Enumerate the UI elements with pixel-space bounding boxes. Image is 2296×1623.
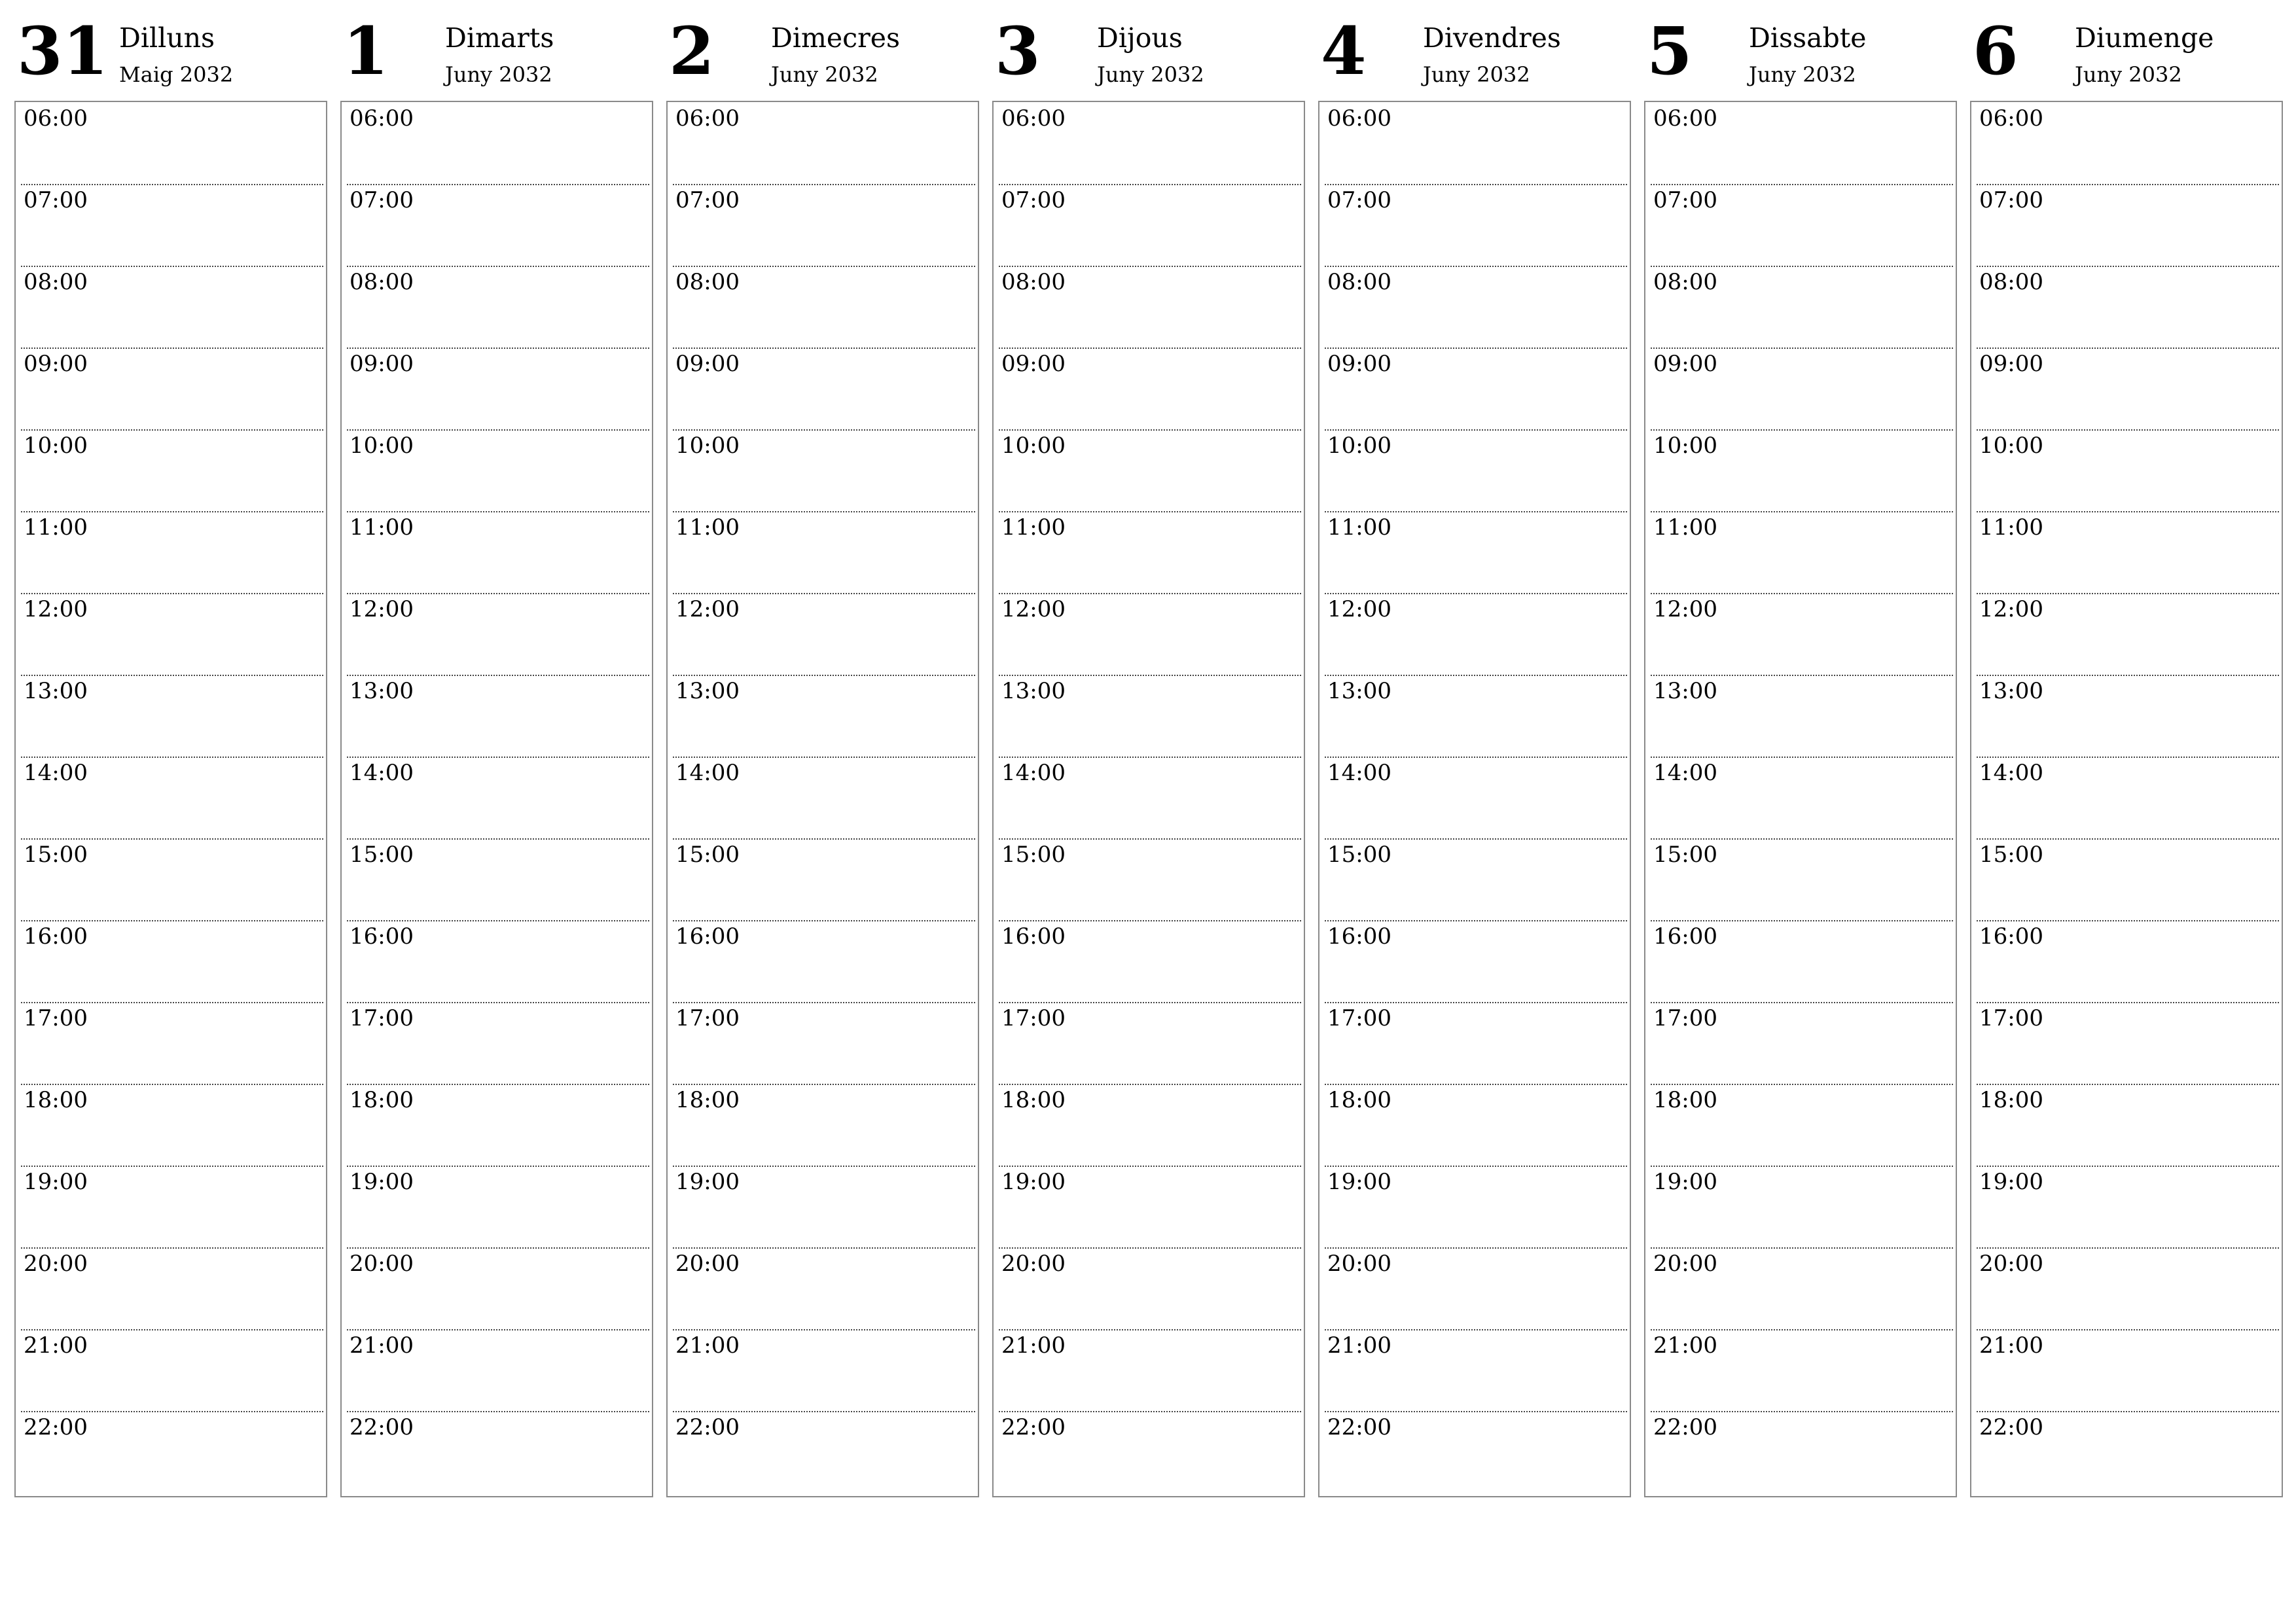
hour-slot — [999, 921, 1301, 1003]
hour-slot — [1325, 840, 1627, 921]
hour-label: 19:00 — [24, 1169, 88, 1195]
hour-slot — [1325, 267, 1627, 349]
hour-label: 15:00 — [350, 842, 414, 868]
hour-label: 19:00 — [350, 1169, 414, 1195]
hour-label: 17:00 — [675, 1005, 740, 1031]
hour-slot — [21, 1330, 323, 1412]
hour-label: 15:00 — [1001, 842, 1066, 868]
hour-label: 19:00 — [1979, 1169, 2043, 1195]
hour-label: 06:00 — [1001, 105, 1066, 132]
hour-slot — [1651, 921, 1953, 1003]
hour-slot — [999, 1167, 1301, 1249]
hour-label: 11:00 — [350, 514, 414, 541]
day-schedule-box — [1318, 101, 1631, 1497]
hour-label: 18:00 — [1001, 1087, 1066, 1113]
hour-label: 06:00 — [1327, 105, 1391, 132]
hour-slot — [1651, 840, 1953, 921]
hour-slot — [347, 1412, 649, 1494]
hour-label: 06:00 — [24, 105, 88, 132]
hour-label: 06:00 — [350, 105, 414, 132]
hour-label: 09:00 — [1001, 351, 1066, 377]
hour-label: 07:00 — [1979, 187, 2043, 213]
day-schedule-box — [14, 101, 327, 1497]
hour-slot — [673, 1085, 975, 1167]
hour-slot — [21, 1412, 323, 1494]
hour-slot — [1651, 185, 1953, 267]
hour-slot — [1325, 103, 1627, 185]
hour-label: 17:00 — [24, 1005, 88, 1031]
hour-label: 14:00 — [1653, 760, 1717, 786]
hour-slot — [1977, 1085, 2279, 1167]
day-column — [992, 0, 1305, 1499]
hour-slot — [673, 512, 975, 594]
hour-slot — [347, 1167, 649, 1249]
day-month: Maig 2032 — [119, 62, 234, 87]
hour-slot — [1977, 758, 2279, 840]
hour-slot — [1977, 431, 2279, 512]
hour-label: 11:00 — [1979, 514, 2043, 541]
hour-label: 13:00 — [1653, 678, 1717, 704]
hour-slot — [1977, 267, 2279, 349]
day-column — [340, 0, 653, 1499]
hour-label: 21:00 — [1327, 1332, 1391, 1359]
day-month: Juny 2032 — [1423, 62, 1530, 87]
hour-slot — [999, 676, 1301, 758]
hour-slot — [1651, 758, 1953, 840]
hour-slot — [673, 676, 975, 758]
hour-slot — [1325, 1249, 1627, 1330]
hour-slot — [1325, 676, 1627, 758]
hour-slot — [1325, 921, 1627, 1003]
hour-label: 15:00 — [1653, 842, 1717, 868]
hour-label: 08:00 — [675, 269, 740, 295]
hour-label: 12:00 — [1979, 596, 2043, 622]
hour-label: 09:00 — [1327, 351, 1391, 377]
day-name: Dilluns — [119, 22, 215, 54]
hour-slot — [1977, 840, 2279, 921]
hour-slot — [21, 1249, 323, 1330]
hour-slot — [347, 594, 649, 676]
hour-label: 21:00 — [1001, 1332, 1066, 1359]
day-schedule-box — [1970, 101, 2283, 1497]
day-column — [1644, 0, 1957, 1499]
hour-label: 12:00 — [24, 596, 88, 622]
hour-label: 19:00 — [1653, 1169, 1717, 1195]
hour-slot — [1325, 1412, 1627, 1494]
day-schedule-box — [992, 101, 1305, 1497]
hour-slot — [1325, 1330, 1627, 1412]
hour-slot — [1325, 1085, 1627, 1167]
hour-slot — [999, 758, 1301, 840]
hour-slot — [999, 840, 1301, 921]
hour-label: 22:00 — [675, 1414, 740, 1440]
hour-label: 17:00 — [1979, 1005, 2043, 1031]
hour-label: 18:00 — [675, 1087, 740, 1113]
hour-slot — [21, 267, 323, 349]
day-month: Juny 2032 — [2075, 62, 2182, 87]
hour-slot — [1325, 349, 1627, 431]
hour-slot — [1651, 1167, 1953, 1249]
hour-label: 18:00 — [350, 1087, 414, 1113]
day-header — [1318, 0, 1631, 99]
hour-slot — [347, 1249, 649, 1330]
hour-slot — [999, 512, 1301, 594]
hour-slot — [1977, 1003, 2279, 1085]
hour-slot — [999, 1330, 1301, 1412]
hour-label: 18:00 — [1327, 1087, 1391, 1113]
hour-slot — [21, 349, 323, 431]
hour-slot — [347, 758, 649, 840]
day-number: 31 — [17, 12, 109, 90]
hour-label: 14:00 — [1979, 760, 2043, 786]
day-month: Juny 2032 — [771, 62, 878, 87]
hour-slot — [1651, 1330, 1953, 1412]
hour-label: 14:00 — [675, 760, 740, 786]
hour-slot — [1651, 1412, 1953, 1494]
hour-slot — [999, 1412, 1301, 1494]
hour-label: 20:00 — [675, 1251, 740, 1277]
hour-slot — [1977, 1167, 2279, 1249]
hour-slot — [999, 1249, 1301, 1330]
hour-slot — [21, 103, 323, 185]
hour-slot — [347, 1003, 649, 1085]
hour-slot — [1651, 676, 1953, 758]
hour-label: 07:00 — [675, 187, 740, 213]
day-column — [1318, 0, 1631, 1499]
hour-label: 21:00 — [24, 1332, 88, 1359]
hour-label: 20:00 — [1653, 1251, 1717, 1277]
hour-label: 09:00 — [24, 351, 88, 377]
hour-slot — [673, 1249, 975, 1330]
hour-label: 07:00 — [1653, 187, 1717, 213]
hour-label: 16:00 — [1001, 923, 1066, 950]
hour-label: 18:00 — [1979, 1087, 2043, 1113]
hour-label: 20:00 — [1001, 1251, 1066, 1277]
hour-label: 10:00 — [1979, 433, 2043, 459]
hour-label: 13:00 — [350, 678, 414, 704]
hour-label: 20:00 — [24, 1251, 88, 1277]
hour-label: 07:00 — [350, 187, 414, 213]
hour-label: 19:00 — [1327, 1169, 1391, 1195]
day-header — [666, 0, 979, 99]
hour-slot — [21, 921, 323, 1003]
hour-label: 21:00 — [350, 1332, 414, 1359]
hour-label: 13:00 — [1327, 678, 1391, 704]
hour-slot — [347, 840, 649, 921]
hour-slot — [347, 185, 649, 267]
day-name: Diumenge — [2075, 22, 2214, 54]
hour-label: 14:00 — [350, 760, 414, 786]
day-header — [1644, 0, 1957, 99]
hour-label: 08:00 — [1327, 269, 1391, 295]
hour-slot — [21, 840, 323, 921]
day-schedule-box — [340, 101, 653, 1497]
hour-slot — [21, 594, 323, 676]
hour-label: 18:00 — [24, 1087, 88, 1113]
hour-label: 22:00 — [1979, 1414, 2043, 1440]
hour-label: 20:00 — [1979, 1251, 2043, 1277]
hour-slot — [1977, 512, 2279, 594]
hour-label: 17:00 — [1001, 1005, 1066, 1031]
hour-label: 11:00 — [1653, 514, 1717, 541]
day-number: 1 — [343, 12, 389, 90]
hour-label: 11:00 — [675, 514, 740, 541]
hour-slot — [999, 267, 1301, 349]
hour-slot — [999, 594, 1301, 676]
hour-label: 14:00 — [1327, 760, 1391, 786]
hour-label: 11:00 — [1327, 514, 1391, 541]
hour-label: 21:00 — [1979, 1332, 2043, 1359]
hour-slot — [999, 1085, 1301, 1167]
hour-label: 16:00 — [1653, 923, 1717, 950]
hour-slot — [347, 103, 649, 185]
hour-slot — [1651, 1003, 1953, 1085]
hour-label: 19:00 — [1001, 1169, 1066, 1195]
hour-label: 19:00 — [675, 1169, 740, 1195]
hour-slot — [1977, 349, 2279, 431]
hour-label: 13:00 — [1979, 678, 2043, 704]
hour-label: 06:00 — [675, 105, 740, 132]
hour-slot — [673, 921, 975, 1003]
hour-slot — [1651, 512, 1953, 594]
hour-slot — [347, 512, 649, 594]
day-column — [1970, 0, 2283, 1499]
hour-slot — [999, 185, 1301, 267]
hour-label: 08:00 — [350, 269, 414, 295]
hour-label: 17:00 — [1653, 1005, 1717, 1031]
day-header — [992, 0, 1305, 99]
hour-label: 20:00 — [350, 1251, 414, 1277]
hour-slot — [673, 1167, 975, 1249]
hour-slot — [999, 349, 1301, 431]
hour-label: 14:00 — [1001, 760, 1066, 786]
weekly-planner — [14, 0, 2286, 1505]
hour-label: 13:00 — [675, 678, 740, 704]
day-header — [340, 0, 653, 99]
hour-slot — [1651, 594, 1953, 676]
day-schedule-box — [1644, 101, 1957, 1497]
day-schedule-box — [666, 101, 979, 1497]
hour-label: 12:00 — [675, 596, 740, 622]
hour-label: 12:00 — [350, 596, 414, 622]
hour-slot — [673, 267, 975, 349]
hour-slot — [21, 1003, 323, 1085]
hour-label: 08:00 — [1979, 269, 2043, 295]
hour-slot — [21, 1085, 323, 1167]
hour-slot — [21, 758, 323, 840]
hour-slot — [1651, 431, 1953, 512]
hour-label: 09:00 — [1979, 351, 2043, 377]
hour-label: 10:00 — [675, 433, 740, 459]
hour-slot — [1977, 103, 2279, 185]
hour-slot — [347, 349, 649, 431]
hour-slot — [1325, 512, 1627, 594]
hour-label: 09:00 — [1653, 351, 1717, 377]
day-number: 4 — [1321, 12, 1367, 90]
hour-label: 06:00 — [1653, 105, 1717, 132]
day-name: Dimarts — [445, 22, 554, 54]
hour-slot — [1977, 185, 2279, 267]
hour-label: 16:00 — [350, 923, 414, 950]
hour-slot — [673, 1003, 975, 1085]
hour-label: 14:00 — [24, 760, 88, 786]
hour-label: 15:00 — [24, 842, 88, 868]
hour-label: 10:00 — [24, 433, 88, 459]
hour-slot — [1977, 1249, 2279, 1330]
day-name: Divendres — [1423, 22, 1561, 54]
hour-slot — [673, 103, 975, 185]
hour-label: 16:00 — [675, 923, 740, 950]
hour-label: 09:00 — [350, 351, 414, 377]
hour-label: 09:00 — [675, 351, 740, 377]
hour-slot — [1977, 676, 2279, 758]
day-name: Dimecres — [771, 22, 900, 54]
hour-label: 13:00 — [1001, 678, 1066, 704]
hour-slot — [347, 267, 649, 349]
hour-label: 08:00 — [1653, 269, 1717, 295]
hour-slot — [1325, 185, 1627, 267]
hour-label: 10:00 — [350, 433, 414, 459]
hour-label: 08:00 — [24, 269, 88, 295]
day-number: 2 — [669, 12, 715, 90]
hour-label: 11:00 — [1001, 514, 1066, 541]
hour-label: 07:00 — [1001, 187, 1066, 213]
hour-slot — [1977, 921, 2279, 1003]
hour-label: 12:00 — [1001, 596, 1066, 622]
hour-slot — [1651, 1085, 1953, 1167]
day-number: 6 — [1973, 12, 2018, 90]
hour-label: 16:00 — [24, 923, 88, 950]
hour-slot — [347, 431, 649, 512]
day-number: 5 — [1647, 12, 1693, 90]
hour-slot — [673, 1330, 975, 1412]
hour-label: 22:00 — [1327, 1414, 1391, 1440]
hour-slot — [1651, 349, 1953, 431]
hour-label: 07:00 — [1327, 187, 1391, 213]
hour-slot — [1977, 1330, 2279, 1412]
day-number: 3 — [995, 12, 1041, 90]
hour-label: 15:00 — [1327, 842, 1391, 868]
day-header — [1970, 0, 2283, 99]
hour-slot — [347, 1085, 649, 1167]
hour-label: 22:00 — [24, 1414, 88, 1440]
hour-label: 07:00 — [24, 187, 88, 213]
hour-slot — [1325, 431, 1627, 512]
hour-slot — [347, 1330, 649, 1412]
hour-slot — [21, 185, 323, 267]
hour-label: 22:00 — [1653, 1414, 1717, 1440]
day-month: Juny 2032 — [1097, 62, 1204, 87]
hour-label: 15:00 — [1979, 842, 2043, 868]
hour-label: 22:00 — [1001, 1414, 1066, 1440]
day-name: Dissabte — [1749, 22, 1867, 54]
hour-label: 17:00 — [350, 1005, 414, 1031]
hour-slot — [1651, 267, 1953, 349]
day-month: Juny 2032 — [445, 62, 552, 87]
hour-slot — [21, 512, 323, 594]
hour-slot — [1651, 1249, 1953, 1330]
hour-slot — [999, 1003, 1301, 1085]
hour-slot — [673, 758, 975, 840]
hour-slot — [1325, 1003, 1627, 1085]
day-name: Dijous — [1097, 22, 1183, 54]
hour-label: 06:00 — [1979, 105, 2043, 132]
hour-label: 11:00 — [24, 514, 88, 541]
hour-slot — [21, 676, 323, 758]
hour-slot — [21, 431, 323, 512]
hour-slot — [673, 594, 975, 676]
hour-slot — [999, 431, 1301, 512]
hour-label: 18:00 — [1653, 1087, 1717, 1113]
hour-label: 21:00 — [1653, 1332, 1717, 1359]
hour-slot — [347, 921, 649, 1003]
hour-label: 22:00 — [350, 1414, 414, 1440]
hour-label: 15:00 — [675, 842, 740, 868]
hour-label: 20:00 — [1327, 1251, 1391, 1277]
hour-slot — [1977, 1412, 2279, 1494]
hour-label: 08:00 — [1001, 269, 1066, 295]
hour-label: 10:00 — [1327, 433, 1391, 459]
hour-slot — [1977, 594, 2279, 676]
hour-slot — [1651, 103, 1953, 185]
hour-label: 16:00 — [1327, 923, 1391, 950]
hour-slot — [1325, 1167, 1627, 1249]
day-column — [14, 0, 327, 1499]
hour-slot — [673, 349, 975, 431]
hour-label: 17:00 — [1327, 1005, 1391, 1031]
day-header — [14, 0, 327, 99]
hour-slot — [347, 676, 649, 758]
hour-slot — [1325, 758, 1627, 840]
hour-label: 12:00 — [1653, 596, 1717, 622]
hour-label: 12:00 — [1327, 596, 1391, 622]
hour-label: 21:00 — [675, 1332, 740, 1359]
hour-slot — [1325, 594, 1627, 676]
day-column — [666, 0, 979, 1499]
day-month: Juny 2032 — [1749, 62, 1856, 87]
hour-label: 13:00 — [24, 678, 88, 704]
hour-label: 10:00 — [1001, 433, 1066, 459]
hour-slot — [673, 1412, 975, 1494]
hour-label: 16:00 — [1979, 923, 2043, 950]
hour-slot — [673, 185, 975, 267]
hour-slot — [673, 431, 975, 512]
hour-slot — [673, 840, 975, 921]
hour-slot — [999, 103, 1301, 185]
hour-label: 10:00 — [1653, 433, 1717, 459]
hour-slot — [21, 1167, 323, 1249]
